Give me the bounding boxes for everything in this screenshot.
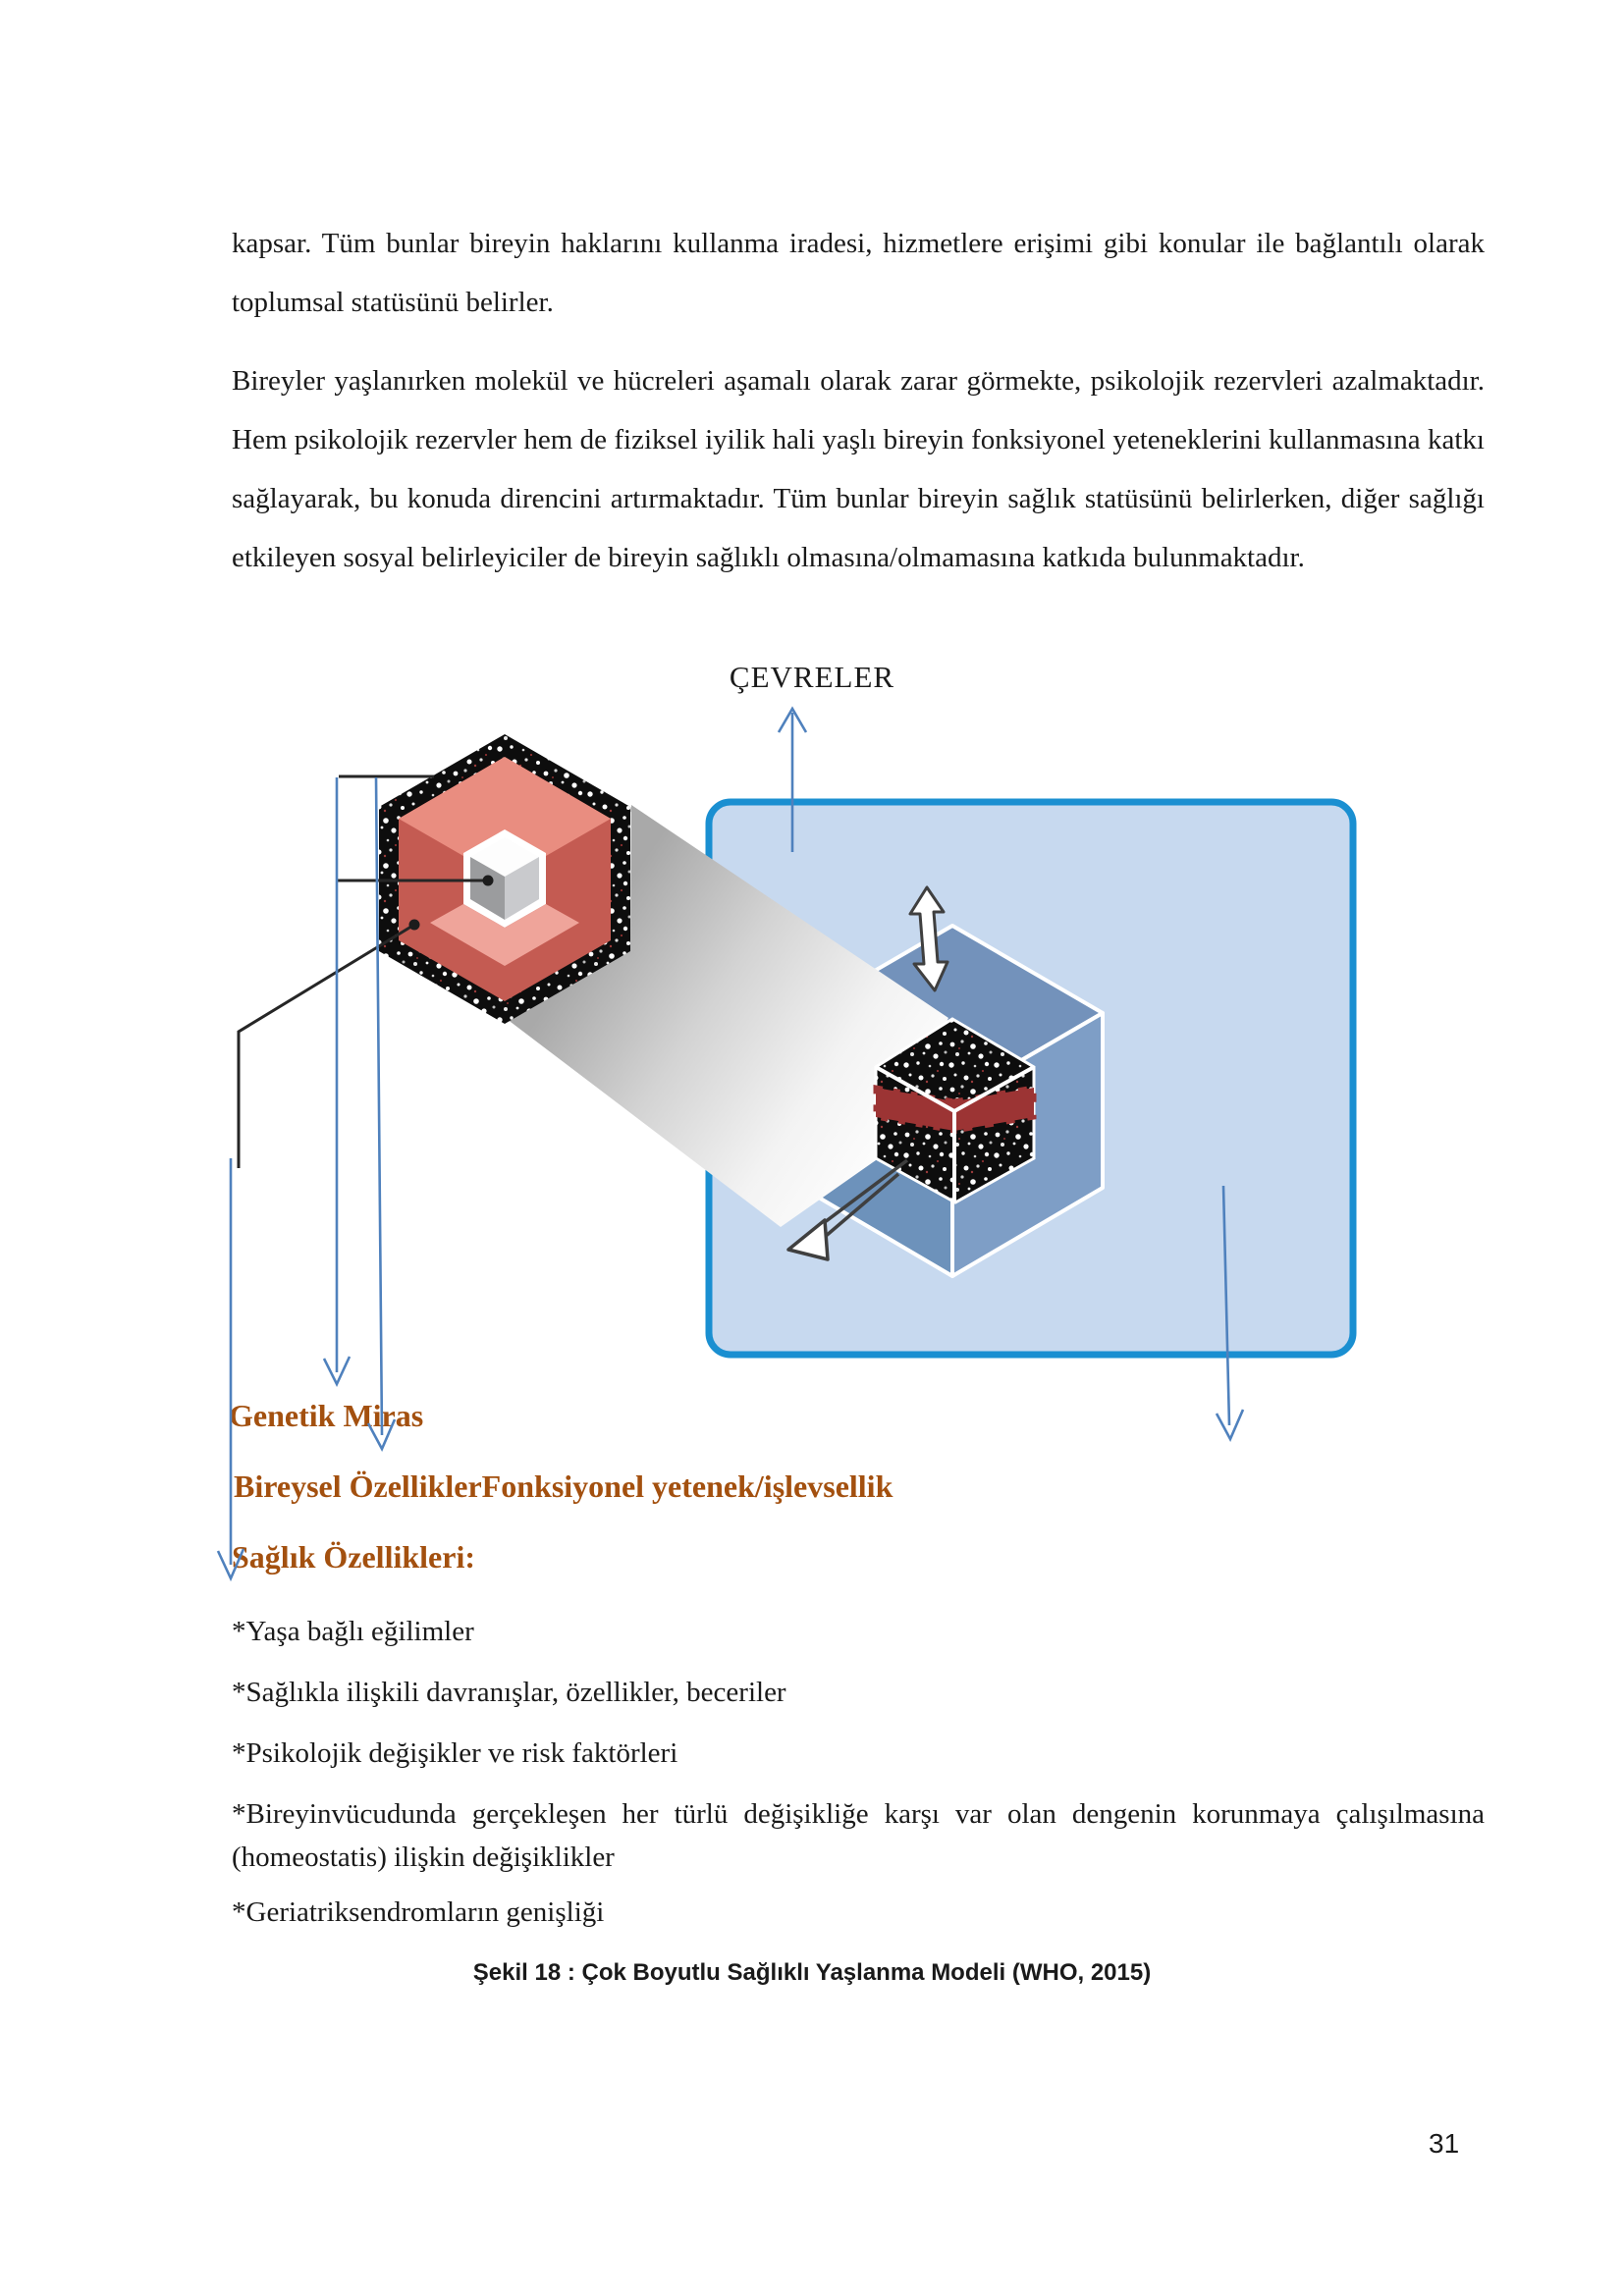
projection-beam xyxy=(507,805,948,1227)
embedded-cube-icon xyxy=(876,1019,1034,1202)
list-item: *Psikolojik değişikler ve risk faktörleri xyxy=(232,1737,678,1769)
label-genetic-heritage: Genetik Miras xyxy=(229,1398,424,1433)
callout-line-ring xyxy=(239,925,414,1168)
paragraph-2: Bireyler yaşlanırken molekül ve hücreleri aşamalı olarak zarar görmekte, psikolojik rezervleri azalmaktadır. Hem psikolojik rezervler hem de fiziksel iyilik hali yaşlı bireyin fonksiyonel yeteneklerini kullanmasına katkı sağlayarak, bu konuda direncini artırmaktadır. Tüm bunlar bireyin sağlık statüsünü belirlerken, diğer sağlığı etkileyen sosyal belirleyiciler de bireyin sağlıklı olmasına/olmamasına katkıda bulunmaktadır. xyxy=(232,365,1485,573)
label-individual-traits: Bireysel ÖzelliklerFonksiyonel yetenek/işlevsellik xyxy=(234,1468,893,1504)
callout-dot-icon xyxy=(483,876,494,886)
hexagon-shadow xyxy=(505,734,646,821)
page-number: 31 xyxy=(1429,2128,1460,2159)
list-item: *Bireyinvücudunda gerçekleşen her türlü değişikliğe karşı var olan dengenin korunmaya çalışılmasına (homeostatis) ilişkin değişiklikler xyxy=(232,1798,1485,1873)
figure-heading: ÇEVRELER xyxy=(729,660,895,694)
red-band-right xyxy=(954,1088,1034,1131)
connector-arrows xyxy=(218,709,1243,1578)
exit-arrow-icon xyxy=(788,1160,907,1259)
double-vertical-arrow-icon xyxy=(910,887,947,990)
inner-cube-icon xyxy=(470,837,539,920)
environment-box-icon xyxy=(709,802,1353,1355)
label-health-traits: Sağlık Özellikleri: xyxy=(232,1539,475,1575)
list-item: *Geriatriksendromların genişliği xyxy=(232,1896,605,1928)
red-band-left xyxy=(876,1088,954,1131)
figure-caption: Şekil 18 : Çok Boyutlu Sağlıklı Yaşlanma Modeli (WHO, 2015) xyxy=(472,1959,1152,1986)
paragraph-1: kapsar. Tüm bunlar bireyin haklarını kullanma iradesi, hizmetlere erişimi gibi konular ile bağlantılı olarak toplumsal statüsünü belirler. xyxy=(232,228,1485,318)
down-arrow-icon xyxy=(218,1158,244,1578)
callout-dot-icon xyxy=(409,920,420,931)
hexagon-hole xyxy=(463,829,546,928)
down-arrow-icon xyxy=(324,777,350,1384)
up-arrow-icon xyxy=(779,709,806,852)
hexagon-cell-icon xyxy=(379,734,630,1024)
down-arrow-icon xyxy=(368,777,395,1449)
blue-cube-icon xyxy=(802,926,1103,1276)
list-item: *Sağlıkla ilişkili davranışlar, özellikler, beceriler xyxy=(232,1677,786,1708)
down-arrow-icon xyxy=(1217,1186,1243,1439)
callout-lines xyxy=(239,776,494,1168)
list-item: *Yaşa bağlı eğilimler xyxy=(232,1616,474,1647)
